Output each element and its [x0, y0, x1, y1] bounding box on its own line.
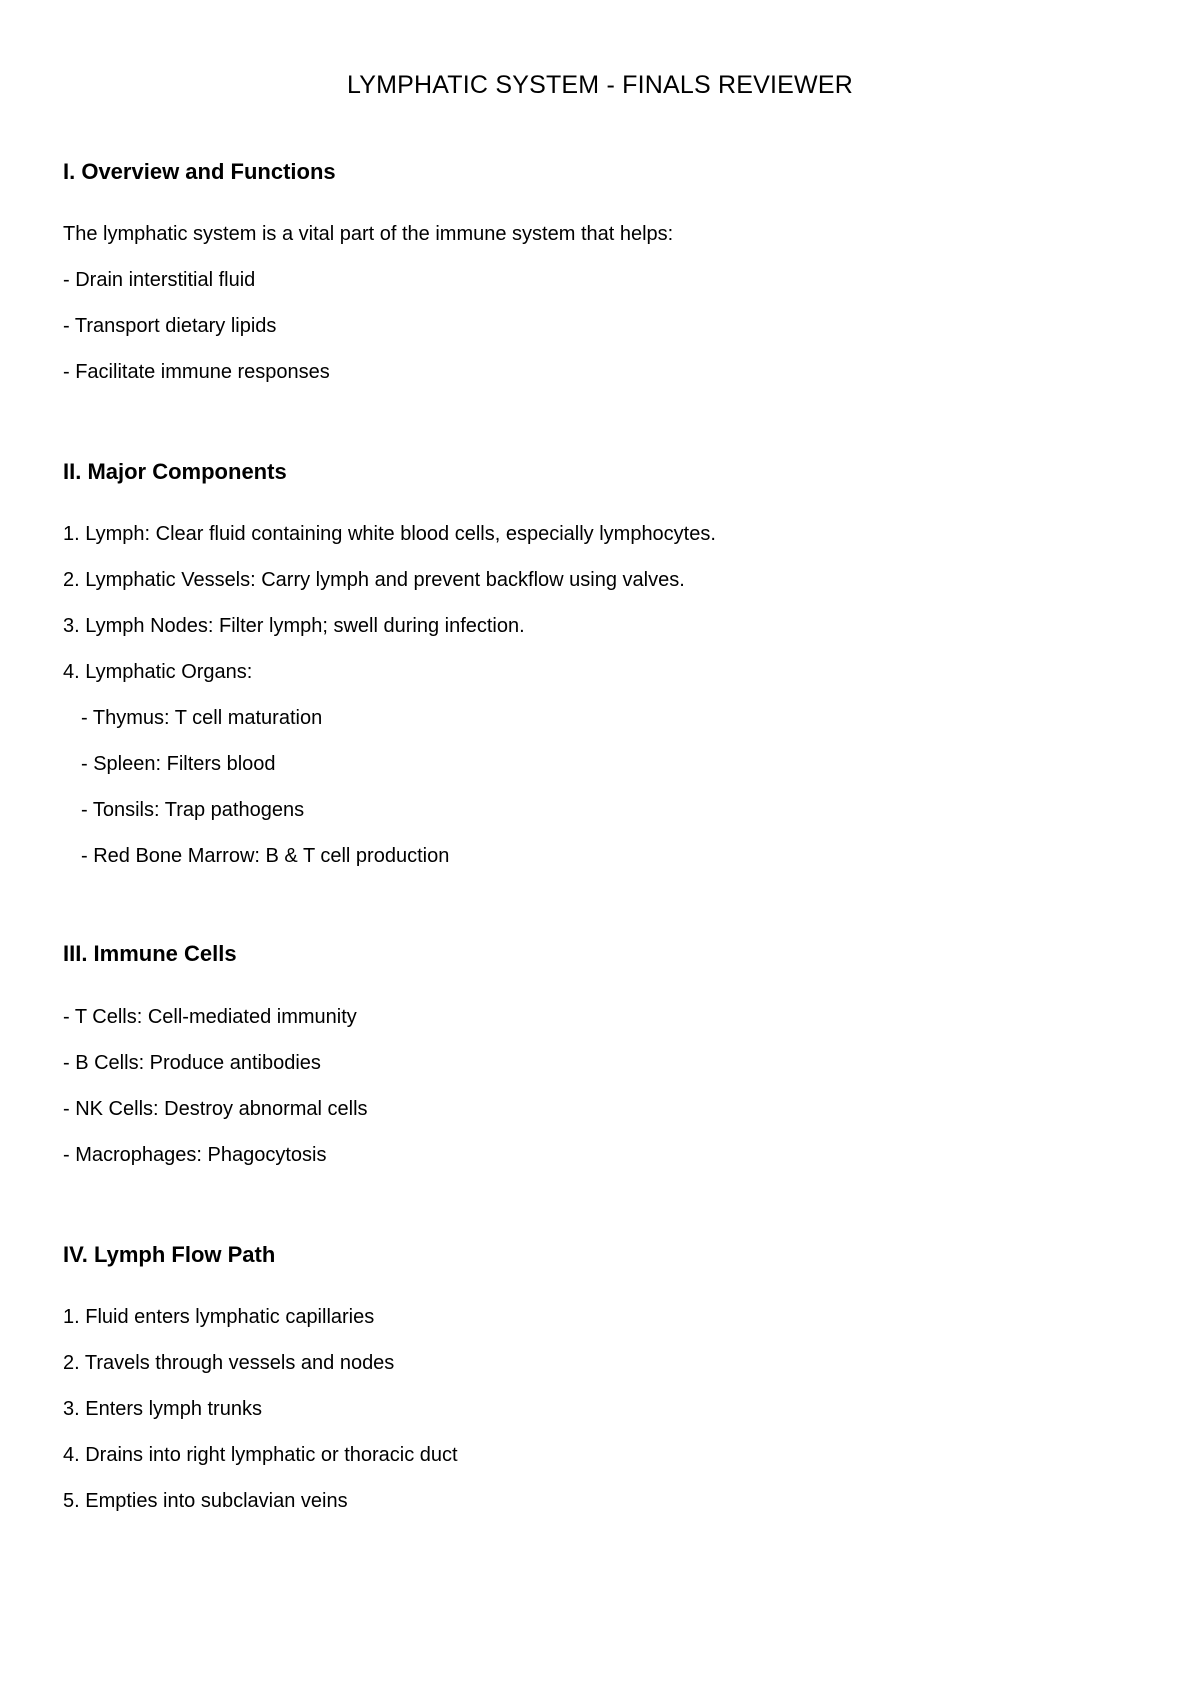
organ-subitem: - Red Bone Marrow: B & T cell production	[81, 845, 450, 867]
flow-step: 4. Drains into right lymphatic or thoracic duct	[63, 1444, 458, 1466]
component-item: 3. Lymph Nodes: Filter lymph; swell during infection.	[63, 615, 525, 637]
organ-subitem: - Tonsils: Trap pathogens	[81, 799, 305, 821]
section-heading-components: II. Major Components	[63, 459, 287, 484]
immune-cell-item: - Macrophages: Phagocytosis	[63, 1144, 327, 1166]
flow-step: 3. Enters lymph trunks	[63, 1398, 262, 1420]
immune-cell-item: - B Cells: Produce antibodies	[63, 1052, 321, 1074]
component-item: 4. Lymphatic Organs:	[63, 661, 253, 683]
immune-cell-item: - NK Cells: Destroy abnormal cells	[63, 1098, 368, 1120]
organ-subitem: - Spleen: Filters blood	[81, 753, 276, 775]
section-heading-lymph-flow: IV. Lymph Flow Path	[63, 1242, 276, 1267]
organ-subitem: - Thymus: T cell maturation	[81, 707, 323, 729]
component-item: 1. Lymph: Clear fluid containing white blood cells, especially lymphocytes.	[63, 523, 716, 545]
component-item: 2. Lymphatic Vessels: Carry lymph and prevent backflow using valves.	[63, 569, 685, 591]
flow-step: 1. Fluid enters lymphatic capillaries	[63, 1306, 375, 1328]
overview-item: - Drain interstitial fluid	[63, 269, 256, 291]
document-title: LYMPHATIC SYSTEM - FINALS REVIEWER	[347, 71, 853, 99]
overview-intro: The lymphatic system is a vital part of the immune system that helps:	[63, 223, 674, 245]
section-heading-overview: I. Overview and Functions	[63, 159, 336, 184]
immune-cell-item: - T Cells: Cell-mediated immunity	[63, 1006, 357, 1028]
section-heading-immune-cells: III. Immune Cells	[63, 941, 237, 966]
overview-item: - Transport dietary lipids	[63, 315, 277, 337]
overview-item: - Facilitate immune responses	[63, 361, 330, 383]
flow-step: 2. Travels through vessels and nodes	[63, 1352, 395, 1374]
flow-step: 5. Empties into subclavian veins	[63, 1490, 348, 1512]
